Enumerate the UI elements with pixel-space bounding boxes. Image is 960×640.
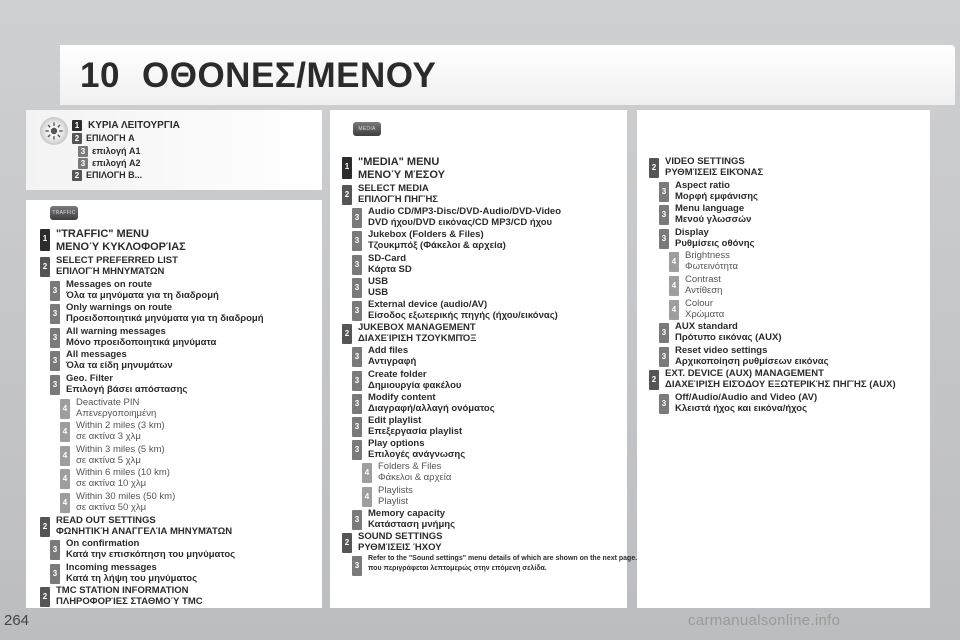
- menu-item-text: [685, 274, 722, 296]
- level-marker: 3: [659, 229, 669, 249]
- level-marker: 4: [362, 487, 372, 507]
- menu-item-text: [66, 538, 235, 560]
- menu-item-greek: Κάρτα SD: [368, 263, 412, 275]
- menu-item-text: [368, 299, 558, 321]
- level-marker: 2: [342, 185, 352, 205]
- level-marker: 2: [72, 133, 82, 144]
- level-marker: 3: [50, 304, 60, 324]
- page-title: [80, 56, 436, 96]
- level-marker: 3: [352, 278, 362, 298]
- menu-item-english: Within 2 miles (3 km): [76, 420, 165, 432]
- menu-item-english: EXT. DEVICE (AUX) MANAGEMENT: [665, 368, 824, 380]
- menu-item-text: [675, 392, 817, 414]
- menu-item-text: [368, 369, 461, 391]
- menu-item-greek: ΜΕΝΟΎ ΚΥΚΛΟΦΟΡΊΑΣ: [56, 241, 186, 253]
- menu-item-greek: ΡΥΘΜΊΣΕΙΣ ΉΧΟΥ: [358, 542, 442, 553]
- menu-item-text: [368, 415, 462, 437]
- menu-item-text: [368, 392, 495, 414]
- watermark: carmanualsonline.info: [688, 612, 841, 629]
- menu-item-text: [368, 438, 465, 460]
- level-marker: 4: [60, 446, 70, 466]
- menu-item-greek: USB: [368, 286, 389, 298]
- menu-item-text: [368, 508, 455, 530]
- menu-item-english: Within 3 miles (5 km): [76, 443, 165, 455]
- menu-item-greek: που περιγράφεται λεπτομερώς στην επόμενη σελίδα.: [368, 565, 547, 573]
- level-marker: 4: [60, 493, 70, 513]
- level-marker: 4: [669, 252, 679, 272]
- menu-item-greek: Χρώματα: [685, 308, 725, 320]
- menu-item-english: Audio CD/MP3-Disc/DVD-Audio/DVD-Video: [368, 206, 561, 218]
- menu-item-text: [368, 229, 506, 251]
- menu-item-greek: Κλειστά ήχος και εικόνα/ήχος: [675, 403, 808, 414]
- chapter-number: 10: [80, 56, 120, 95]
- menu-item-text: [675, 345, 829, 367]
- menu-item-english: External device (audio/AV): [368, 299, 488, 310]
- menu-item-greek: Κατάσταση μνήμης: [368, 518, 456, 530]
- menu-item-english: Menu language: [675, 203, 745, 215]
- menu-item-greek: Ρυθμίσεις οθόνης: [675, 237, 755, 249]
- menu-item-english: Folders & Files: [378, 461, 442, 473]
- menu-item-text: [56, 515, 232, 537]
- level-marker: 3: [659, 182, 669, 202]
- menu-item-greek: DVD ήχου/DVD εικόνας/CD MP3/CD ήχου: [368, 217, 553, 229]
- level-marker: 2: [40, 587, 50, 607]
- menu-item-english: Aspect ratio: [675, 179, 730, 191]
- level-marker: 3: [352, 417, 362, 437]
- level-marker: 2: [72, 170, 82, 181]
- menu-item-text: [66, 349, 173, 371]
- menu-item-text: [665, 368, 896, 390]
- menu-item-english: READ OUT SETTINGS: [56, 514, 156, 526]
- menu-item-text: [368, 554, 637, 574]
- menu-item-text: [66, 562, 197, 584]
- menu-item-greek: Απενεργοποιημένη: [76, 407, 157, 419]
- level-marker: 3: [352, 347, 362, 367]
- level-marker: 3: [352, 231, 362, 251]
- page-number: 264: [4, 612, 30, 629]
- menu-item-text: [66, 326, 216, 348]
- menu-item-greek: ΔΙΑΧΕΊΡΙΣΗ ΤΖΟΥΚΜΠΌΞ: [358, 333, 477, 345]
- menu-item-text: [368, 276, 388, 298]
- level-marker: 3: [659, 205, 669, 225]
- menu-item-greek: ΔΙΑΧΕΊΡΙΣΗ ΕΙΣΌΔΟΥ ΕΞΩΤΕΡΙΚΉΣ ΠΗΓΉΣ (AUX): [665, 379, 896, 391]
- menu-item-greek: ΕΠΙΛΟΓΉ ΜΗΝΥΜΆΤΩΝ: [56, 266, 165, 277]
- menu-item-english: Geo. Filter: [66, 373, 113, 384]
- menu-item-text: [358, 156, 445, 182]
- menu-item-greek: Επιλογή βάσει απόστασης: [66, 384, 188, 395]
- menu-item-english: Jukebox (Folders & Files): [368, 229, 484, 241]
- menu-item-text: [56, 585, 203, 607]
- menu-item-text: [675, 321, 782, 343]
- menu-item-greek: σε ακτίνα 5 χλμ: [76, 454, 141, 466]
- menu-item-english: SELECT MEDIA: [358, 183, 429, 194]
- menu-item-english: Playlists: [378, 484, 413, 496]
- menu-item-label: ΚΥΡΙΑ ΛΕΙΤΟΥΡΓΙΑ: [88, 120, 180, 131]
- menu-item-english: Play options: [368, 438, 425, 450]
- level-marker: 3: [78, 158, 88, 169]
- menu-item-text: [358, 183, 438, 205]
- traffic-button-icon: TRAFFIC: [50, 206, 78, 220]
- menu-item-text: [665, 156, 763, 178]
- menu-item-english: USB: [368, 275, 389, 287]
- menu-item-greek: ΡΥΘΜΊΣΕΙΣ ΕΙΚΌΝΑΣ: [665, 167, 764, 178]
- menu-item-greek: ΕΠΙΛΟΓΉ ΠΗΓΉΣ: [358, 194, 438, 205]
- menu-item-text: [76, 420, 165, 442]
- menu-item-greek: Όλα τα μηνύματα για τη διαδρομή: [66, 289, 219, 301]
- menu-item-label: ΕΠΙΛΟΓΗ A: [86, 133, 135, 143]
- menu-item-text: [76, 467, 170, 489]
- menu-item-label: επιλογή A2: [92, 158, 141, 168]
- level-marker: 2: [40, 517, 50, 537]
- menu-item-text: [358, 531, 442, 553]
- menu-item-english: Memory capacity: [368, 507, 446, 519]
- level-marker: 3: [50, 540, 60, 560]
- menu-item-english: Within 30 miles (50 km): [76, 491, 176, 502]
- level-marker: 1: [40, 229, 50, 251]
- menu-item-label: ΕΠΙΛΟΓΗ B...: [86, 170, 143, 180]
- menu-item-english: All warning messages: [66, 325, 166, 337]
- level-marker: 3: [659, 323, 669, 343]
- level-marker: 3: [352, 440, 362, 460]
- menu-item-english: Messages on route: [66, 278, 153, 290]
- level-marker: 3: [50, 328, 60, 348]
- menu-item-greek: Αντιγραφή: [368, 356, 417, 368]
- media-button-icon: MEDIA: [353, 122, 381, 136]
- level-marker: 4: [362, 463, 372, 483]
- menu-item-greek: Μενού γλωσσών: [675, 214, 752, 226]
- menu-item-english: "MEDIA" MENU: [358, 156, 440, 168]
- level-marker: 4: [669, 300, 679, 320]
- menu-item-greek: ΜΕΝΟΎ ΜΈΣΟΥ: [358, 169, 445, 181]
- level-marker: 3: [352, 371, 362, 391]
- sun-settings-icon: [40, 117, 68, 145]
- menu-item-english: Only warnings on route: [66, 302, 173, 314]
- level-marker: 3: [50, 375, 60, 395]
- menu-item-text: [66, 373, 187, 395]
- menu-item-english: Contrast: [685, 274, 721, 285]
- level-marker: 2: [649, 158, 659, 178]
- level-marker: 2: [342, 324, 352, 344]
- menu-item-english: Add files: [368, 345, 409, 357]
- menu-item-english: Colour: [685, 297, 713, 309]
- level-marker: 2: [40, 257, 50, 277]
- chapter-title: ΟΘΟΝΕΣ/ΜΕΝΟΥ: [142, 56, 437, 95]
- menu-item-text: [66, 302, 264, 324]
- level-marker: 4: [60, 469, 70, 489]
- level-marker: 1: [342, 157, 352, 179]
- level-marker: 3: [50, 281, 60, 301]
- level-marker: 4: [60, 422, 70, 442]
- menu-item-greek: Είσοδος εξωτερικής πηγής (ήχου/εικόνας): [368, 310, 558, 321]
- menu-item-greek: Μόνο προειδοποιητικά μηνύματα: [66, 336, 217, 348]
- level-marker: 3: [50, 351, 60, 371]
- menu-item-english: Off/Audio/Audio and Video (AV): [675, 392, 818, 403]
- menu-item-greek: Αρχικοποίηση ρυθμίσεων εικόνας: [675, 355, 829, 367]
- menu-item-greek: Δημιουργία φακέλου: [368, 379, 462, 391]
- menu-item-greek: Τζουκμπόξ (Φάκελοι & αρχεία): [368, 240, 506, 252]
- menu-item-english: VIDEO SETTINGS: [665, 156, 745, 167]
- menu-item-text: [675, 227, 754, 249]
- level-marker: 3: [352, 556, 362, 576]
- menu-item-english: Edit playlist: [368, 415, 422, 426]
- menu-item-english: Deactivate PIN: [76, 396, 140, 408]
- menu-item-greek: Φωτεινότητα: [685, 261, 739, 273]
- menu-item-english: Refer to the "Sound settings" menu details of which are shown on the next page.: [368, 555, 638, 563]
- menu-item-text: [685, 298, 724, 320]
- menu-item-text: [675, 203, 751, 225]
- level-marker: 3: [352, 394, 362, 414]
- menu-item-english: AUX standard: [675, 321, 738, 333]
- menu-item-english: TMC STATION INFORMATION: [56, 585, 189, 597]
- menu-item-greek: ΦΩΝΗΤΙΚΉ ΑΝΑΓΓΕΛΊΑ ΜΗΝΥΜΆΤΩΝ: [56, 525, 233, 537]
- menu-item-greek: Playlist: [378, 495, 409, 507]
- level-marker: 1: [72, 120, 82, 131]
- menu-item-greek: Πρότυπο εικόνας (AUX): [675, 332, 782, 344]
- menu-item-text: [685, 250, 738, 272]
- menu-item-greek: Κατά τη λήψη του μηνύματος: [66, 572, 198, 584]
- menu-item-text: [56, 228, 186, 254]
- menu-item-english: Modify content: [368, 391, 436, 403]
- menu-item-text: [76, 444, 165, 466]
- menu-item-english: Display: [675, 226, 709, 238]
- menu-item-label: επιλογή A1: [92, 146, 141, 156]
- menu-item-english: Create folder: [368, 368, 427, 380]
- menu-item-text: [378, 485, 413, 507]
- menu-item-english: SOUND SETTINGS: [358, 531, 443, 542]
- level-marker: 3: [352, 510, 362, 530]
- menu-item-text: [368, 206, 561, 228]
- menu-item-text: [358, 322, 476, 344]
- level-marker: 4: [669, 276, 679, 296]
- menu-item-text: [66, 279, 219, 301]
- menu-item-english: JUKEBOX MANAGEMENT: [358, 322, 476, 334]
- menu-item-greek: Επιλογές ανάγνωσης: [368, 449, 466, 461]
- menu-item-greek: Προειδοποιητικά μηνύματα για τη διαδρομή: [66, 313, 264, 325]
- level-marker: 3: [352, 255, 362, 275]
- menu-item-text: [368, 345, 416, 367]
- menu-item-greek: Φάκελοι & αρχεία: [378, 472, 452, 484]
- level-marker: 2: [649, 370, 659, 390]
- level-marker: 3: [659, 347, 669, 367]
- menu-item-english: SD-Card: [368, 252, 407, 264]
- menu-item-greek: ΠΛΗΡΟΦΟΡΊΕΣ ΣΤΑΘΜΟΎ TMC: [56, 596, 203, 608]
- menu-item-text: [675, 180, 758, 202]
- menu-item-greek: Μορφή εμφάνισης: [675, 190, 758, 202]
- menu-item-greek: σε ακτίνα 3 χλμ: [76, 431, 141, 443]
- level-marker: 2: [342, 533, 352, 553]
- menu-item-text: [56, 255, 178, 277]
- menu-item-english: "TRAFFIC" MENU: [56, 228, 149, 240]
- menu-item-text: [76, 491, 175, 513]
- menu-item-greek: σε ακτίνα 10 χλμ: [76, 478, 147, 490]
- menu-item-greek: Διαγραφή/αλλαγή ονόματος: [368, 402, 495, 414]
- menu-item-english: Within 6 miles (10 km): [76, 467, 170, 479]
- menu-item-greek: Αντίθεση: [685, 285, 723, 296]
- menu-item-english: Brightness: [685, 250, 730, 262]
- level-marker: 3: [352, 208, 362, 228]
- menu-item-english: Reset video settings: [675, 344, 768, 356]
- menu-item-english: On confirmation: [66, 538, 140, 550]
- menu-item-english: SELECT PREFERRED LIST: [56, 255, 178, 266]
- menu-item-english: Incoming messages: [66, 561, 157, 573]
- menu-item-text: [368, 253, 412, 275]
- level-marker: 3: [659, 394, 669, 414]
- menu-item-text: [378, 461, 451, 483]
- menu-item-text: [76, 397, 156, 419]
- level-marker: 3: [78, 146, 88, 157]
- menu-item-greek: Όλα τα είδη μηνυμάτων: [66, 360, 173, 372]
- level-marker: 3: [50, 564, 60, 584]
- menu-item-greek: σε ακτίνα 50 χλμ: [76, 502, 147, 513]
- menu-item-greek: Κατά την επισκόπηση του μηνύματος: [66, 549, 236, 561]
- level-marker: 3: [352, 301, 362, 321]
- level-marker: 4: [60, 399, 70, 419]
- menu-item-english: All messages: [66, 349, 127, 361]
- menu-item-greek: Επεξεργασία playlist: [368, 426, 463, 437]
